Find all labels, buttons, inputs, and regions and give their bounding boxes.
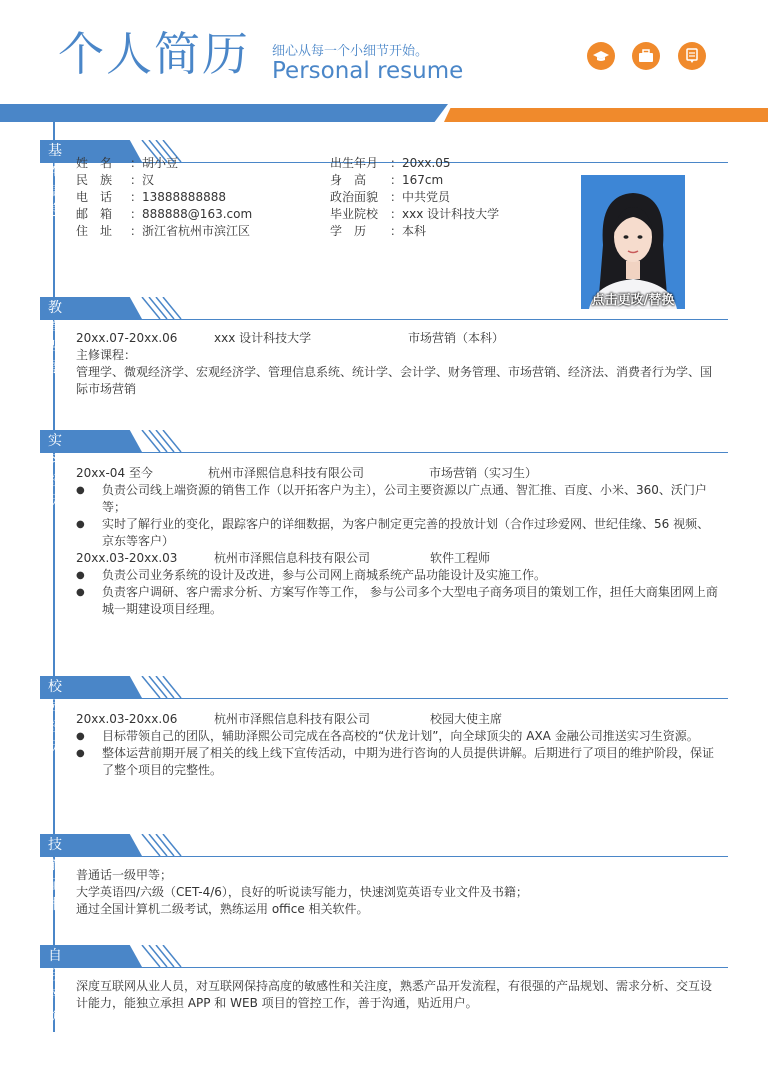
education-row — [76, 330, 720, 347]
stripes-decoration — [140, 430, 210, 452]
info-label: 政治面貌 — [330, 190, 379, 204]
stripes-decoration — [140, 297, 210, 319]
info-label: 邮 箱 — [76, 207, 113, 221]
info-row — [76, 223, 252, 240]
job-bullet: ● 实时了解行业的变化，跟踪客户的详细数据，为客户制定更完善的投放计划（合作过珍爱网、世纪佳缘、56 视频、京东等客户） — [76, 516, 720, 550]
campus-role: 校园大使主席 — [430, 712, 503, 726]
stripes-decoration — [140, 834, 210, 856]
campus-period: 20xx.03-20xx.06 — [76, 712, 178, 726]
info-value: ：xxx 设计科技大学 — [390, 207, 500, 221]
basic-info-right — [330, 155, 499, 240]
campus-bullet: ● 整体运营前期开展了相关的线上线下宣传活动，中期为进行咨询的人员提供讲解。后期进行了项目的维护阶段，保证了整个项目的完整性。 — [76, 745, 720, 779]
info-label: 毕业院校 — [330, 207, 379, 221]
courses-list: 管理学、微观经济学、宏观经济学、管理信息系统、统计学、会计学、财务管理、市场营销、经济法、消费者行为学、国际市场营销 — [76, 365, 713, 396]
info-row — [330, 155, 499, 172]
skills-body — [76, 867, 720, 918]
section-divider — [40, 967, 728, 968]
resume-title-cn: 个人简历 — [58, 27, 250, 81]
info-row — [76, 172, 252, 189]
info-value: ：汉 — [130, 173, 155, 187]
campus-org: 杭州市泽熙信息科技有限公司 — [214, 712, 371, 726]
edu-major: 市场营销（本科） — [408, 331, 505, 345]
info-row — [330, 189, 499, 206]
info-row — [330, 172, 499, 189]
job-role: 软件工程师 — [430, 551, 491, 565]
job-row — [76, 550, 720, 567]
info-value: ：13888888888 — [130, 190, 226, 204]
internship-body — [76, 465, 720, 618]
info-label: 民 族 — [76, 173, 113, 187]
info-label: 电 话 — [76, 190, 113, 204]
stripes-decoration — [140, 945, 210, 967]
section-divider — [40, 698, 728, 699]
section-title: 基本信息 — [48, 143, 62, 219]
campus-row — [76, 711, 720, 728]
job-bullet: ● 负责客户调研、客户需求分析、方案写作等工作， 参与公司多个大型电子商务项目的策划工作，担任大商集团网上商城一期建设项目经理。 — [76, 584, 720, 618]
info-value: ：本科 — [390, 224, 427, 238]
section-divider — [40, 856, 728, 857]
info-value: ：20xx.05 — [390, 156, 451, 170]
info-label: 出生年月 — [330, 156, 379, 170]
info-label: 身 高 — [330, 173, 367, 187]
stripes-decoration — [140, 676, 210, 698]
job-company: 杭州市泽熙信息科技有限公司 — [214, 551, 371, 565]
info-label: 学 历 — [330, 224, 367, 238]
info-row — [330, 206, 499, 223]
job-period: 20xx.03-20xx.03 — [76, 551, 178, 565]
graduation-cap-icon — [587, 42, 615, 70]
info-row — [76, 155, 252, 172]
skill-line: 大学英语四/六级（CET-4/6），良好的听说读写能力，快速浏览英语专业文件及书籍； — [76, 885, 528, 899]
info-row — [76, 189, 252, 206]
photo-caption[interactable]: 点击更改/替换 — [591, 293, 675, 308]
info-value: ：167cm — [390, 173, 444, 187]
basic-info-left — [76, 155, 252, 240]
campus-bullet: ● 目标带领自己的团队，辅助泽熙公司完成在各高校的“伏龙计划”，向全球顶尖的 AXA 金融公司推送实习生资源。 — [76, 728, 720, 745]
courses-label: 主修课程： — [76, 348, 137, 362]
edu-school: xxx 设计科技大学 — [214, 331, 312, 345]
info-row — [76, 206, 252, 223]
job-row — [76, 465, 720, 482]
job-period: 20xx-04 至今 — [76, 466, 153, 480]
skill-line: 通过全国计算机二级考试，熟练运用 office 相关软件。 — [76, 902, 369, 916]
skill-line: 普通话一级甲等； — [76, 868, 173, 882]
certificate-icon — [678, 42, 706, 70]
info-row — [330, 223, 499, 240]
info-value: ：中共党员 — [390, 190, 451, 204]
resume-title-en: Personal resume — [272, 58, 464, 84]
info-value: ：胡小豆 — [130, 156, 179, 170]
info-label: 住 址 — [76, 224, 113, 238]
section-title: 教育背景 — [48, 300, 62, 376]
section-title: 校园经历 — [48, 679, 62, 755]
job-role: 市场营销（实习生） — [429, 466, 538, 480]
section-title: 自我评价 — [48, 948, 62, 1024]
info-value: ：888888@163.com — [130, 207, 253, 221]
job-bullet: ● 负责公司线上端资源的销售工作（以开拓客户为主），公司主要资源以广点通、智汇推、百度、小米、360、沃门户等； — [76, 482, 720, 516]
job-company: 杭州市泽熙信息科技有限公司 — [208, 466, 365, 480]
campus-body — [76, 711, 720, 779]
header-bar-orange — [444, 108, 768, 122]
header-bar-blue — [0, 104, 448, 122]
section-title: 技能证书 — [48, 837, 62, 913]
job-bullet: ● 负责公司业务系统的设计及改进，参与公司网上商城系统产品功能设计及实施工作。 — [76, 567, 720, 584]
briefcase-icon — [632, 42, 660, 70]
education-body — [76, 330, 720, 398]
edu-period: 20xx.07-20xx.06 — [76, 331, 178, 345]
info-value: ：浙江省杭州市滨江区 — [130, 224, 251, 238]
section-title: 实习经历 — [48, 433, 62, 509]
section-divider — [40, 319, 728, 320]
self-evaluation-text: 深度互联网从业人员，对互联网保持高度的敏感性和关注度，熟悉产品开发流程，有很强的产品规划、需求分析、交互设计能力，能独立承担 APP 和 WEB 项目的管控工作，善于沟通，贴近用户。 — [76, 979, 713, 1010]
section-divider — [40, 452, 728, 453]
slogan: 细心从每一个小细节开始。 — [272, 44, 429, 59]
info-label: 姓 名 — [76, 156, 113, 170]
